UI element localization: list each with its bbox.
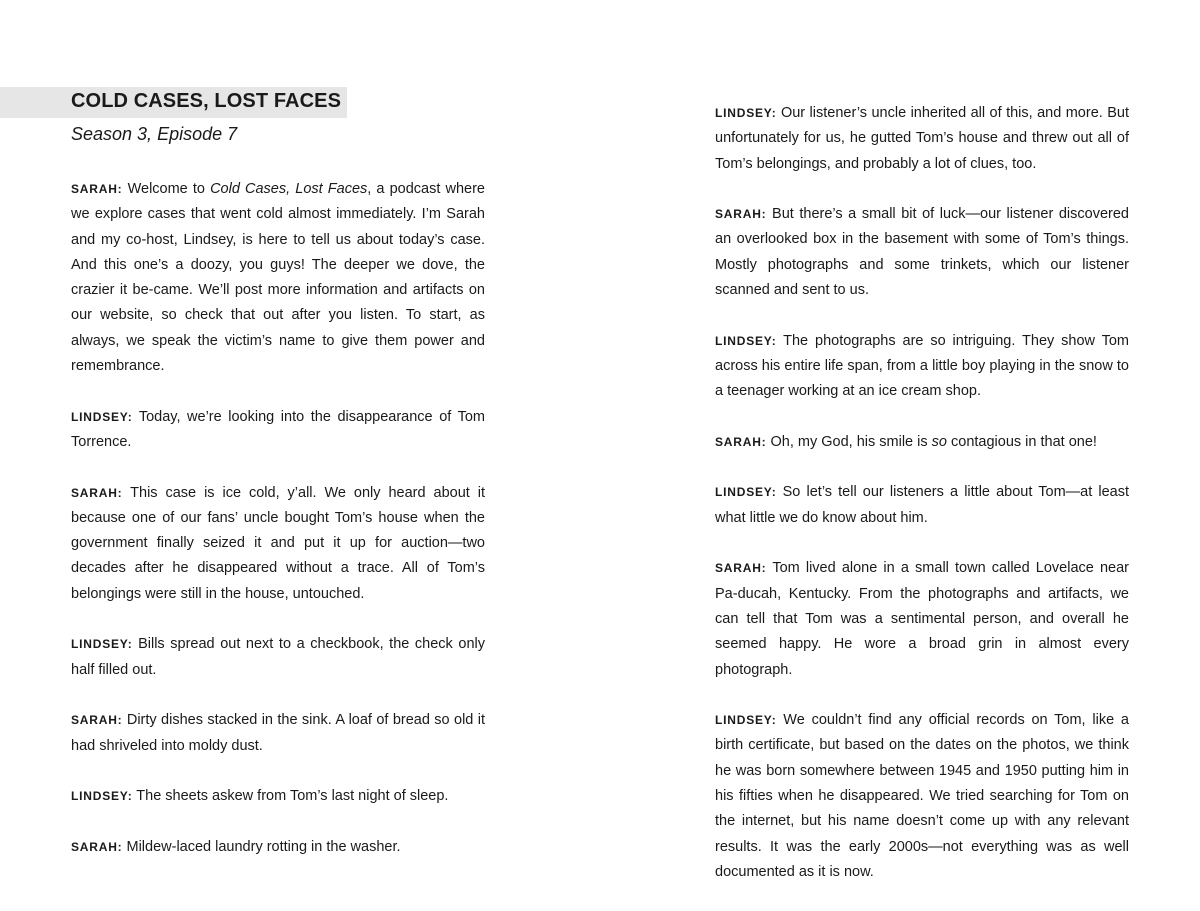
dialogue-text: This case is ice cold, y’all. We only heard about it because one of our fans’ uncle bought Tom’s house when the government finally seized it and put it up for auction—two decades after he disappeared without a trace. All of Tom’s belongings were still in the house, untouched. <box>71 484 485 602</box>
right-text-column <box>715 101 1129 911</box>
speaker-label: SARAH: <box>715 561 767 576</box>
dialogue-text: The photographs are so intriguing. They show Tom across his entire life span, from a little boy playing in the snow to a teenager working at an ice cream shop. <box>715 332 1129 400</box>
speaker-label: SARAH: <box>71 182 123 196</box>
speaker-label: LINDSEY: <box>715 713 777 728</box>
italic-text: Cold Cases, Lost Faces <box>210 181 368 197</box>
page-title: COLD CASES, LOST FACES <box>71 90 342 112</box>
dialogue-text: , a podcast where we explore cases that went cold almost immediately. I’m Sarah and my co-host, Lindsey, is here to tell us about today’s case. And this one’s a doozy, you guys! The deeper we dove, the crazier it be-came. We’ll post more information and artifacts on our website, so check that out after you listen. To start, as always, we speak the victim’s name to give them power and remembrance. <box>71 181 485 375</box>
dialogue-paragraph <box>715 708 1129 885</box>
left-text-column <box>71 177 485 885</box>
dialogue-text: Tom lived alone in a small town called Lovelace near Pa-ducah, Kentucky. From the photographs and artifacts, we can tell that Tom was a sentimental person, and overall he seemed happy. He wore a broad grin in almost every photograph. <box>715 560 1129 678</box>
dialogue-paragraph <box>71 481 485 607</box>
dialogue-paragraph <box>715 202 1129 303</box>
dialogue-text: Mildew-laced laundry rotting in the washer. <box>122 838 401 855</box>
dialogue-text: Bills spread out next to a checkbook, the check only half filled out. <box>71 636 485 678</box>
dialogue-text: Today, we’re looking into the disappearance of Tom Torrence. <box>71 408 485 450</box>
dialogue-text: The sheets askew from Tom’s last night of sleep. <box>132 788 449 805</box>
dialogue-paragraph <box>715 430 1129 455</box>
speaker-label: LINDSEY: <box>715 106 777 120</box>
dialogue-paragraph <box>71 177 485 379</box>
dialogue-paragraph <box>71 405 485 456</box>
dialogue-text: We couldn’t find any official records on Tom, like a birth certificate, but based on the dates on the photos, we think he was born somewhere between 1945 and 1950 putting him in his fifties when he disappeared. We tried searching for Tom on the internet, but his name doesn’t come up with any relevant results. It was the early 2000s—not everything was as well documented as it is now. <box>715 712 1129 880</box>
speaker-label: LINDSEY: <box>715 485 777 500</box>
speaker-label: LINDSEY: <box>71 637 133 652</box>
speaker-label: SARAH: <box>71 713 123 728</box>
episode-subtitle: Season 3, Episode 7 <box>71 124 238 144</box>
dialogue-text: contagious in that one! <box>946 433 1097 450</box>
dialogue-paragraph <box>71 708 485 759</box>
dialogue-text: Oh, my God, his smile is <box>766 433 932 450</box>
italic-text: so <box>931 433 947 450</box>
speaker-label: LINDSEY: <box>71 409 133 424</box>
speaker-label: LINDSEY: <box>71 789 133 804</box>
dialogue-text: So let’s tell our listeners a little about Tom—at least what little we do know about him. <box>715 484 1129 526</box>
speaker-label: SARAH: <box>71 485 123 500</box>
dialogue-paragraph <box>715 480 1129 531</box>
speaker-label: SARAH: <box>715 434 767 449</box>
dialogue-paragraph <box>715 101 1129 177</box>
speaker-label: SARAH: <box>71 839 123 854</box>
dialogue-paragraph <box>715 329 1129 405</box>
dialogue-text: Dirty dishes stacked in the sink. A loaf of bread so old it had shriveled into moldy dust. <box>71 712 485 754</box>
dialogue-paragraph <box>71 784 485 809</box>
dialogue-paragraph <box>715 556 1129 682</box>
dialogue-text: Our listener’s uncle inherited all of this, and more. But unfortunately for us, he gutted Tom’s house and threw out all of Tom’s belongings, and probably a lot of clues, too. <box>715 105 1129 172</box>
speaker-label: SARAH: <box>715 207 767 222</box>
dialogue-text: Welcome to <box>122 181 211 197</box>
dialogue-paragraph <box>71 835 485 860</box>
dialogue-paragraph <box>71 632 485 683</box>
dialogue-text: But there’s a small bit of luck—our listener discovered an overlooked box in the basement with some of Tom’s things. Mostly photographs and some trinkets, which our listener scanned and sent to us. <box>715 206 1129 299</box>
speaker-label: LINDSEY: <box>715 333 777 348</box>
